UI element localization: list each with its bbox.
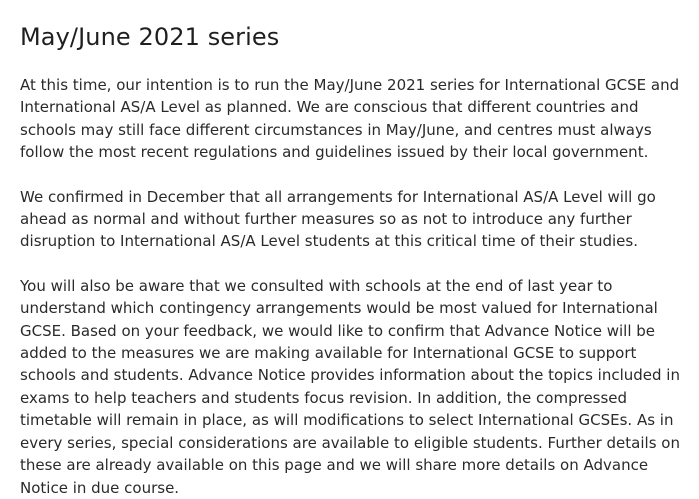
paragraph-as-a-level: We confirmed in December that all arrangements for International AS/A Level will go ahead as normal and without further measures so as not to introduce any further disruption to International AS/A Level students at this critical time of their studies. [20,187,656,251]
paragraph-igcse-contingency: You will also be aware that we consulted with schools at the end of last year to understand which contingency arrangements would be most valued for International GCSE. Based on your feedback, we would like to confirm that Advance Notice will be added to the measures we are making available for International GCSE to support schools and students. Advance Notice provides information about the topics included in exams to help teachers and students focus revision. In addition, the compressed timetable will remain in place, as will modifications to select International GCSEs. As in every series, special considerations are available to eligible students. Further details on these are already available on this page and we will share more details on Advance Notice in due course. [20,276,680,497]
section-title: May/June 2021 series [20,23,280,51]
paragraph-intention: At this time, our intention is to run the May/June 2021 series for International GCSE and International AS/A Level as planned. We are conscious that different countries and schools may still face different circumstances in May/June, and centres must always follow the most recent regulations and guidelines issued by their local government. [20,76,680,162]
